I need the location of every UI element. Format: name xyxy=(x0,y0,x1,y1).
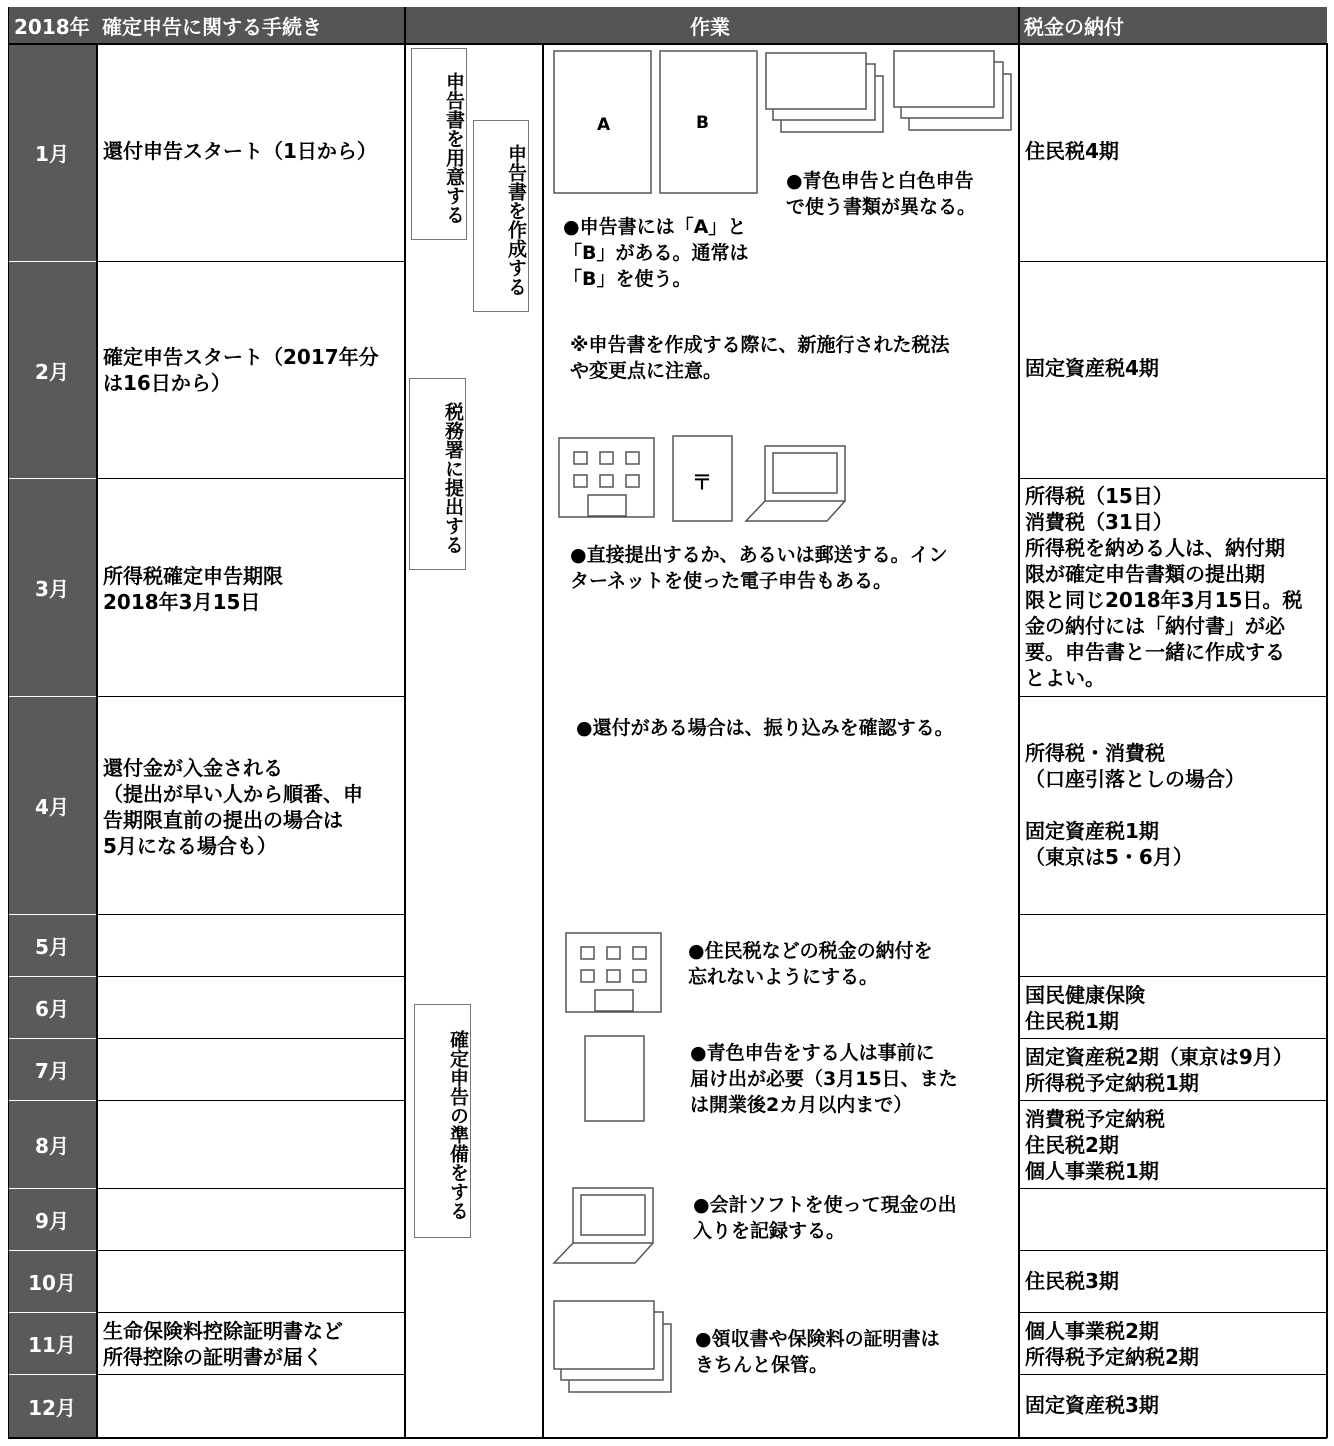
payment-11: 個人事業税2期 所得税予定納税2期 xyxy=(1025,1319,1199,1369)
stacked-documents-icon xyxy=(893,50,1015,132)
month-9: 9月 xyxy=(8,1189,96,1250)
payment-2: 固定資産税4期 xyxy=(1025,356,1159,380)
postal-mark: 〒 xyxy=(692,470,712,494)
stacked-documents-icon xyxy=(553,1300,673,1395)
month-8: 8月 xyxy=(8,1101,96,1188)
month-4: 4月 xyxy=(8,697,96,914)
month-3: 3月 xyxy=(8,479,96,696)
note-submit-method: ●直接提出するか、あるいは郵送する。イン ターネットを使った電子申告もある。 xyxy=(570,544,948,592)
office-building-icon xyxy=(558,437,656,519)
payment-7: 固定資産税2期（東京は9月） 所得税予定納税1期 xyxy=(1025,1045,1293,1095)
step-prepare-form: 申告書を用意する xyxy=(411,48,467,240)
month-7: 7月 xyxy=(8,1039,96,1100)
payment-10: 住民税3期 xyxy=(1025,1269,1119,1293)
payment-6: 国民健康保険 住民税1期 xyxy=(1025,983,1145,1033)
note-forms: ●申告書には「A」と 「B」がある。通常は 「B」を使う。 xyxy=(563,216,749,290)
note-blue-filing: ●青色申告をする人は事前に 届け出が必要（3月15日、また は開業後2カ月以内まで） xyxy=(690,1042,958,1116)
header-tax-payment: 税金の納付 xyxy=(1024,7,1124,43)
month-10: 10月 xyxy=(8,1251,96,1312)
document-b-icon xyxy=(659,50,759,195)
step-create-form: 申告書を作成する xyxy=(473,120,529,312)
month-5: 5月 xyxy=(8,915,96,976)
note-blue-white: ●青色申告と白色申告 で使う書類が異なる。 xyxy=(786,170,977,218)
payment-3: 所得税（15日） 消費税（31日） 所得税を納める人は、納付期 限が確定申告書類の提出期 限と同じ2018年3月15日。税 金の納付には「納付書」が必 要。申告書と一緒に作成する とよい。 xyxy=(1025,484,1303,690)
step-prepare-filing: 確定申告の準備をする xyxy=(414,1004,471,1238)
laptop-icon xyxy=(745,445,847,523)
note-accounting: ●会計ソフトを使って現金の出 入りを記録する。 xyxy=(693,1194,957,1242)
month-6: 6月 xyxy=(8,977,96,1038)
header-year: 2018年 xyxy=(14,7,90,43)
laptop-icon xyxy=(553,1187,655,1265)
procedure-2: 確定申告スタート（2017年分 は16日から） xyxy=(103,345,379,395)
month-11: 11月 xyxy=(8,1313,96,1374)
procedure-3: 所得税確定申告期限 2018年3月15日 xyxy=(103,564,283,614)
office-building-icon xyxy=(565,932,663,1014)
document-a-label: A xyxy=(597,115,611,135)
header-procedures: 確定申告に関する手続き xyxy=(102,7,322,43)
document-icon xyxy=(584,1035,646,1123)
document-b-label: B xyxy=(696,113,709,133)
procedure-11: 生命保険料控除証明書など 所得控除の証明書が届く xyxy=(103,1319,343,1369)
note-pay-tax: ●住民税などの税金の納付を 忘れないようにする。 xyxy=(688,940,933,988)
note-new-law: ※申告書を作成する際に、新施行された税法 や変更点に注意。 xyxy=(570,334,950,382)
payment-12: 固定資産税3期 xyxy=(1025,1393,1159,1417)
payment-4: 所得税・消費税 （口座引落としの場合） 固定資産税1期 （東京は5・6月） xyxy=(1025,741,1245,869)
step-submit: 税務署に提出する xyxy=(409,378,466,570)
stacked-documents-icon xyxy=(765,52,885,134)
header-work: 作業 xyxy=(690,7,730,43)
month-2: 2月 xyxy=(8,262,96,478)
note-receipts: ●領収書や保険料の証明書は きちんと保管。 xyxy=(695,1328,940,1376)
procedure-1: 還付申告スタート（1日から） xyxy=(103,139,377,163)
note-refund-check: ●還付がある場合は、振り込みを確認する。 xyxy=(576,717,954,739)
payment-8: 消費税予定納税 住民税2期 個人事業税1期 xyxy=(1025,1107,1165,1183)
month-12: 12月 xyxy=(8,1375,96,1437)
month-1: 1月 xyxy=(8,44,96,261)
payment-1: 住民税4期 xyxy=(1025,139,1119,163)
procedure-4: 還付金が入金される （提出が早い人から順番、申 告期限直前の提出の場合は 5月になる場合も） xyxy=(103,756,363,858)
